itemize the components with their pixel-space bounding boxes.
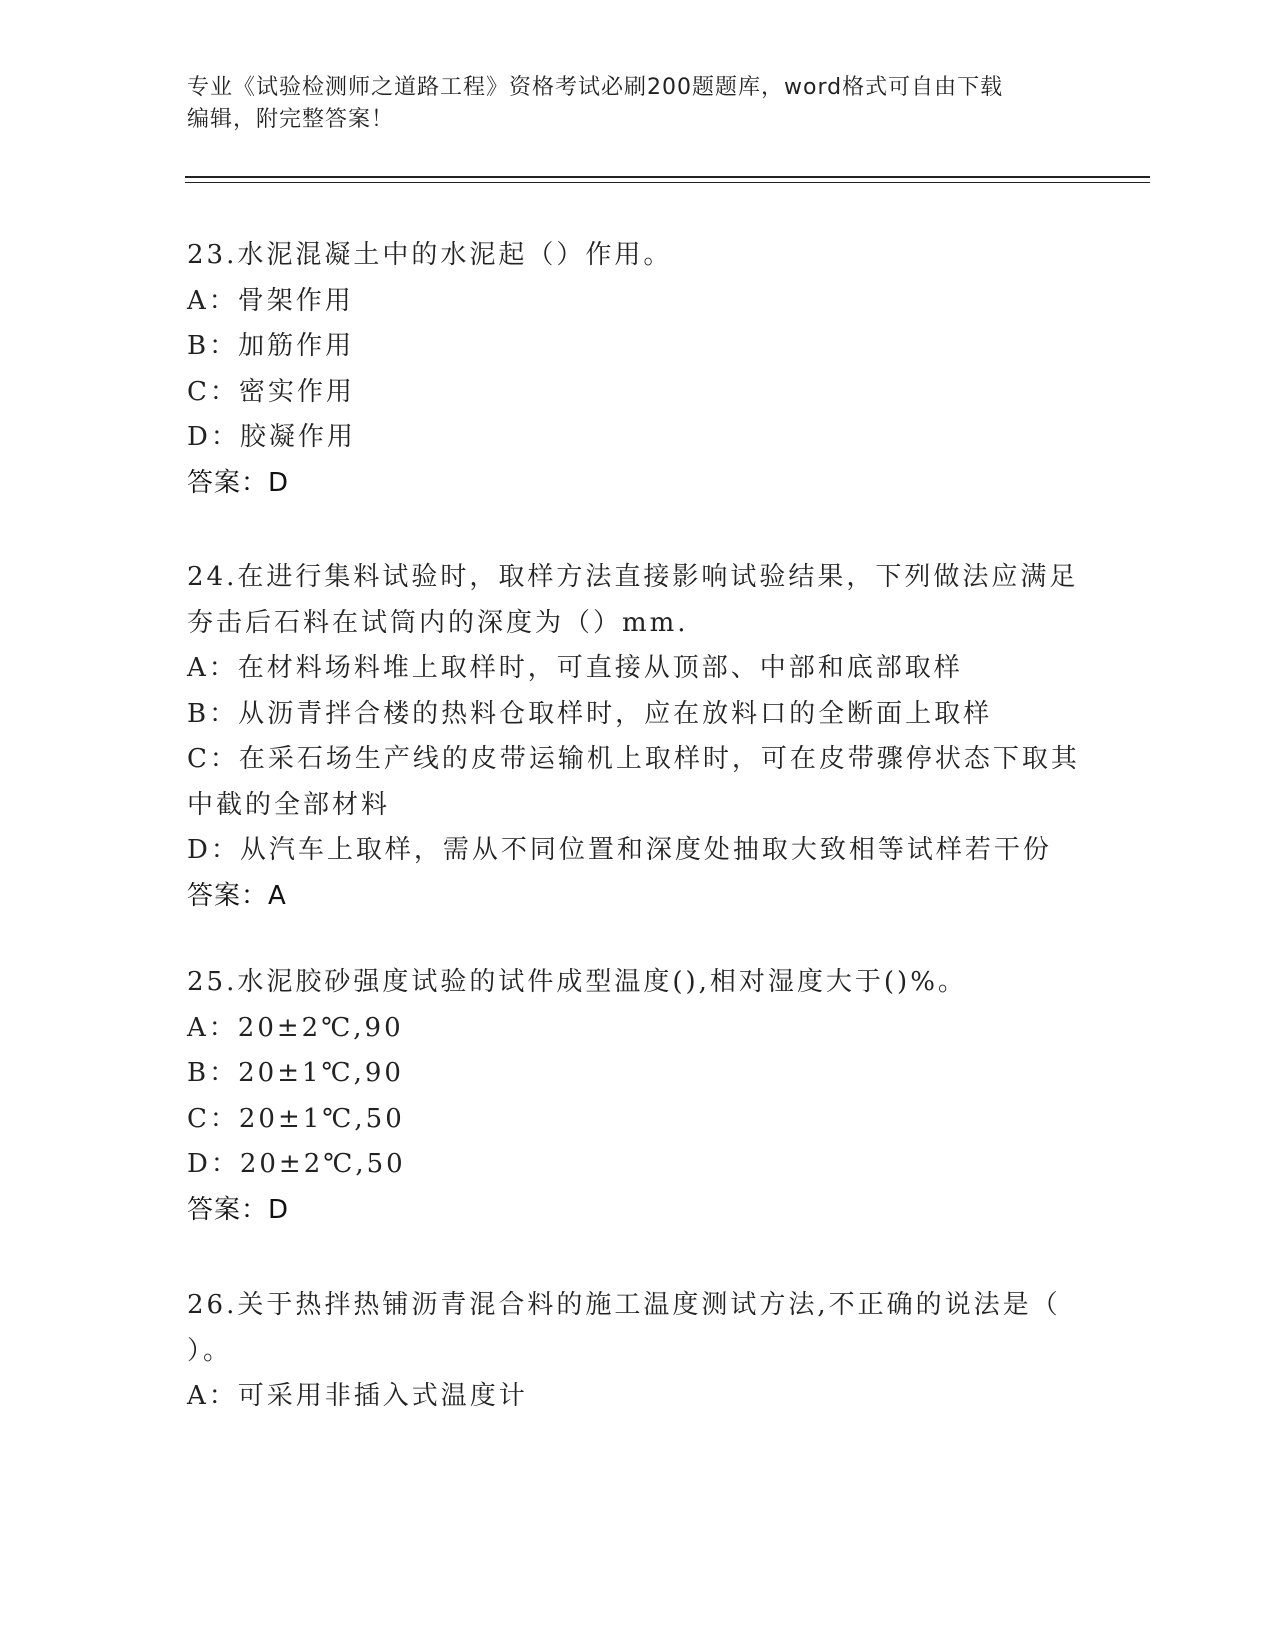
answer-text: 答案：D: [187, 467, 290, 498]
answer-text: 答案：A: [187, 880, 287, 911]
header-line-2: 编辑，附完整答案！: [187, 107, 395, 132]
option-b: B：20±1℃,90: [187, 1058, 404, 1088]
option-d: D：从汽车上取样，需从不同位置和深度处抽取大致相等试样若干份: [187, 835, 1052, 865]
question-text: 25.水泥胶砂强度试验的试件成型温度(),相对湿度大于()%。: [187, 967, 967, 997]
option-a: A：20±2℃,90: [187, 1012, 404, 1043]
question-text: 24.在进行集料试验时，取样方法直接影响试验结果，下列做法应满足: [187, 562, 1079, 592]
option-d: D：胶凝作用: [187, 422, 356, 452]
question-26: [187, 1283, 1087, 1420]
header-divider-thick: [185, 176, 1150, 178]
option-b: B：从沥青拌合楼的热料仓取样时，应在放料口的全断面上取样: [187, 698, 993, 729]
question-text: 26.关于热拌热铺沥青混合料的施工温度测试方法,不正确的说法是（: [187, 1290, 1061, 1320]
option-c-continued: 中截的全部材料: [187, 789, 391, 820]
option-d: D：20±2℃,50: [187, 1149, 406, 1179]
header-line-1: 专业《试验检测师之道路工程》资格考试必刷200题题库，word格式可自由下载: [187, 75, 1004, 100]
question-text-continued: ）。: [187, 1335, 233, 1366]
question-23: [187, 233, 1087, 506]
option-c: C：在采石场生产线的皮带运输机上取样时，可在皮带骤停状态下取其: [187, 744, 1080, 774]
document-header: [187, 72, 1067, 136]
option-a: A：骨架作用: [187, 285, 354, 316]
option-a: A：可采用非插入式温度计: [187, 1381, 528, 1411]
question-25: [187, 960, 1087, 1233]
option-b: B：加筋作用: [187, 331, 355, 361]
option-a: A：在材料场料堆上取样时，可直接从顶部、中部和底部取样: [187, 653, 963, 683]
answer-text: 答案：D: [187, 1194, 290, 1225]
option-c: C：密实作用: [187, 376, 355, 407]
question-text: 23.水泥混凝土中的水泥起（）作用。: [187, 240, 673, 270]
header-divider-thin: [185, 182, 1150, 183]
option-c: C：20±1℃,50: [187, 1103, 405, 1134]
question-24: [187, 555, 1087, 919]
question-text-continued: 夯击后石料在试筒内的深度为（）mm.: [187, 607, 689, 638]
